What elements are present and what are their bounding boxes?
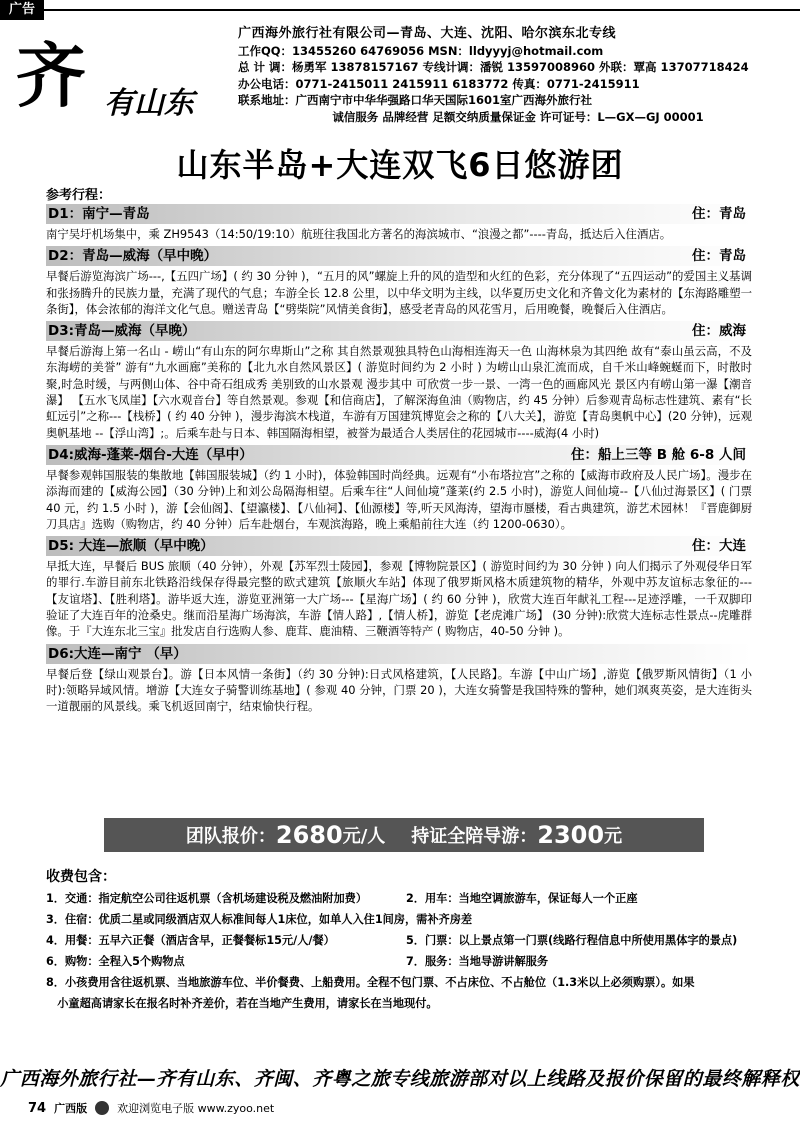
itinerary <box>46 204 752 719</box>
price-bar <box>104 818 704 852</box>
contact-qq: 工作QQ：13455260 64769056 MSN：lldyyyj@hotmail.com <box>238 43 604 58</box>
day-bar <box>46 445 752 465</box>
day-section <box>46 644 752 715</box>
contact-managers: 总 计 调：杨勇军 13878157167 专线计调：潘锐 13597008960 外联：覃高 13707718424 <box>238 60 749 74</box>
price-label: 团队报价： <box>185 826 276 847</box>
day-stay: 住：大连 <box>692 538 746 555</box>
fee-row <box>46 930 766 951</box>
fee-row <box>46 888 766 909</box>
site-link[interactable]: 欢迎浏览电子版 www.zyoo.net <box>117 1102 275 1115</box>
agency-header <box>238 26 798 125</box>
day-bar <box>46 204 752 224</box>
day-bar <box>46 321 752 341</box>
day-section <box>46 246 752 317</box>
ad-label: 广告 <box>0 0 44 20</box>
fees-list <box>46 888 766 1014</box>
fee-item: 7．服务：当地导游讲解服务 <box>406 955 549 968</box>
day-description: 早餐参观韩国服装的集散地【韩国服装城】（约 1 小时)，体验韩国时尚经典。远观有“小布塔拉宫”之称的【威海市政府及人民广场】。漫步在添海而建的【威海公园】（30 分钟)上和刘公岛隔海相望。后乘车往“人间仙境”蓬莱(约 2.5 小时)，游览人间仙境--【八仙过海景区】( 门票 40 元，约 1.5 小时 )，游【会仙阁】、【望瀛楼】、【八仙祠】、【仙源楼】等,听天风海涛，望海市蜃楼，看古典建筑，游艺术园林！『晋鹿御厨刀具店』选购（购物店，约 40 分钟）后车赴烟台，车观滨海路，晚上乘船前往大连（约 1200-0630）。 <box>46 467 752 531</box>
contact-address: 联系地址：广西南宁市中华华强路口华天国际1601室广西海外旅行社 <box>238 93 593 107</box>
fee-item: 6．购物：全程入5个购物点 <box>46 955 185 968</box>
service-values: 诚信服务 品牌经营 足额交纳质量保证金 许可证号：L—GX—GJ 00001 <box>332 109 704 124</box>
badge-icon <box>95 1101 109 1115</box>
fee-row <box>46 972 766 993</box>
itinerary-label: 参考行程： <box>46 188 112 203</box>
day-label: D2：青岛—威海（早中晚） <box>48 248 218 265</box>
day-label: D4:威海-蓬莱-烟台-大连（早中） <box>48 446 253 463</box>
page-footer <box>28 1100 274 1116</box>
day-description: 早餐后游览海滨广场---,【五四广场】( 约 30 分钟 )，“五月的风”螺旋上升的风的造型和火红的色彩，充分体现了“五四运动”的爱国主义基调和张扬腾升的民族力量，充满了现代的气息；车游全长 12.8 公里，以中华文明为主线，以华夏历史文化和齐鲁文化为素材的【东海路雕塑一条街】，体会浓郁的海洋文化气息。赠送青岛【“劈柴院”风情美食街】，感受老青岛的风花雪月，后用晚餐，晚餐后入住酒店。 <box>46 269 752 316</box>
day-description: 早抵大连，早餐后 BUS 旅顺（40 分钟），外观【苏军烈士陵园】，参观【博物院景区】( 游览时间约为 30 分钟 ) 向人们揭示了外观侵华日军的罪行.车游目前东北铁路沿线保存得最完整的欧式建筑【旅顺火车站】体现了俄罗斯风格木质建筑物的精华，外观中苏友谊标志象征的---【友谊塔】、【胜利塔】。游毕返大连，游览亚洲第一大广场---【星海广场】( 约 60 分钟 )，欣赏大连百年献礼工程---足迹浮雕，一千双脚印验证了大连百年的沧桑史。继而沿星海广场海滨，车游【情人路】,【情人桥】，游览【老虎滩广场】 (30 分钟):欣赏大连标志性景点--虎雕群像。于『大连东北三宝』批发店自行选购人参、鹿茸、鹿油精、三鞭酒等特产 ( 购物店，40-50 分钟 )。 <box>46 559 752 639</box>
day-label: D1：南宁—青岛 <box>48 206 150 222</box>
day-section <box>46 445 752 532</box>
day-bar <box>46 644 752 664</box>
day-description: 早餐后游海上第一名山 - 崂山“有山东的阿尔卑斯山”之称 其自然景观独具特色山海相连海天一色 山海林泉为其四绝 故有“泰山虽云高，不及东海崂的美誉” 游有“九水画廊”美称的【北九水自然风景区】( 游览时间约为 2 小时 ) 为崂山山泉汇流而成，自千米山峰蜿蜒而下，时散时聚,时急时缓，与两侧山体、谷中奇石组成秀 美别致的山水景观 漫步其中 可欣赏一步一景、一湾一色的画廊风光 景区内有崂山第一瀑【潮音瀑】 【五水飞凤崖】【六水观音台】等自然景观。参观【和信商店】，了解深海鱼油（购物店，约 45 分钟）后参观青岛标志性建筑、素有“长虹远引”之称---【栈桥】( 约 40 分钟 )，漫步海滨木栈道，车游有万国建筑博览会之称的【八大关】，游览【青岛奥帆中心】(20 分钟)，远观奥帆基地 --【浮山湾】;。后乘车赴与日本、韩国隔海相望，被誉为最适合人类居住的花园城市----威海(4 小时) <box>46 344 752 440</box>
day-bar <box>46 536 752 556</box>
day-stay: 住：青岛 <box>692 248 746 265</box>
logo <box>12 26 232 126</box>
contact-office: 办公电话：0771-2415011 2415911 6183772 传真：0771-2415911 <box>238 76 640 91</box>
day-section <box>46 536 752 639</box>
fee-item: 3．住宿：优质二星或同级酒店双人标准间每人1床位，如单人入住1间房，需补齐房差 <box>46 913 473 926</box>
fees-title: 收费包含： <box>46 869 116 885</box>
day-label: D6:大连—南宁 （早） <box>48 645 187 662</box>
fee-item: 8．小孩费用含往返机票、当地旅游车位、半价餐费、上船费用。全程不包门票、不占床位、不占舱位（1.3米以上必须购票）。如果 <box>46 976 695 989</box>
day-stay: 住：威海 <box>692 323 746 340</box>
day-section <box>46 204 752 242</box>
top-rule <box>44 9 800 11</box>
day-label: D5: 大连—旅顺（早中晚） <box>48 538 214 555</box>
price-value: 2680 <box>275 821 343 849</box>
price-unit: 元/人 <box>342 826 386 847</box>
company-name: 广西海外旅行社有限公司—青岛、大连、沈阳、哈尔滨东北专线 <box>238 26 617 41</box>
fee-item: 1．交通：指定航空公司往返机票（含机场建设税及燃油附加费） <box>46 892 368 905</box>
day-stay: 住：船上三等 B 舱 6-8 人间 <box>571 446 746 463</box>
day-description: 早餐后登【绿山观景台】。游【日本风情一条街】（约 30 分钟):日式风格建筑，【人民路】。车游【中山广场】,游览【俄罗斯风情街】（1 小时):领略异域风情。增游【大连女子骑警训练基地】( 参观 40 分钟，门票 20 )，大连女骑警是我国特殊的警种，她们飒爽英姿，是大连街头一道靓丽的风景线。乘飞机返回南宁，结束愉快行程。 <box>46 666 752 714</box>
disclaimer: 广西海外旅行社—齐有山东、齐闽、齐粤之旅专线旅游部对以上线路及报价保留的最终解释权 <box>0 1068 800 1090</box>
fee-row <box>46 993 766 1014</box>
fee-row <box>46 909 766 930</box>
page-title: 山东半岛+大连双飞6日悠游团 <box>176 146 624 184</box>
guide-price-label: 持证全陪导游： <box>411 826 538 847</box>
logo-big-char: 齐 <box>16 34 82 117</box>
day-section <box>46 321 752 441</box>
fee-row <box>46 951 766 972</box>
day-stay: 住：青岛 <box>692 206 746 222</box>
guide-price-value: 2300 <box>537 821 605 849</box>
day-description: 南宁吴圩机场集中，乘 ZH9543（14:50/19:10）航班往我国北方著名的海滨城市、“浪漫之都”----青岛，抵达后入住酒店。 <box>46 227 672 241</box>
day-label: D3:青岛—威海（早晚） <box>48 323 196 340</box>
edition-label: 广西版 <box>54 1102 88 1115</box>
fee-item: 2．用车：当地空调旅游车，保证每人一个正座 <box>406 892 638 905</box>
fee-item: 4．用餐：五早六正餐（酒店含早，正餐餐标15元/人/餐） <box>46 934 335 947</box>
fee-item: 5．门票：以上景点第一门票(线路行程信息中所使用黑体字的景点) <box>406 934 738 947</box>
logo-rest-text: 有山东 <box>104 86 194 121</box>
day-bar <box>46 246 752 266</box>
page-number: 74 <box>28 1100 47 1116</box>
fee-item: 小童超高请家长在报名时补齐差价，若在当地产生费用，请家长在当地现付。 <box>46 997 438 1010</box>
guide-price-unit: 元 <box>604 826 623 847</box>
